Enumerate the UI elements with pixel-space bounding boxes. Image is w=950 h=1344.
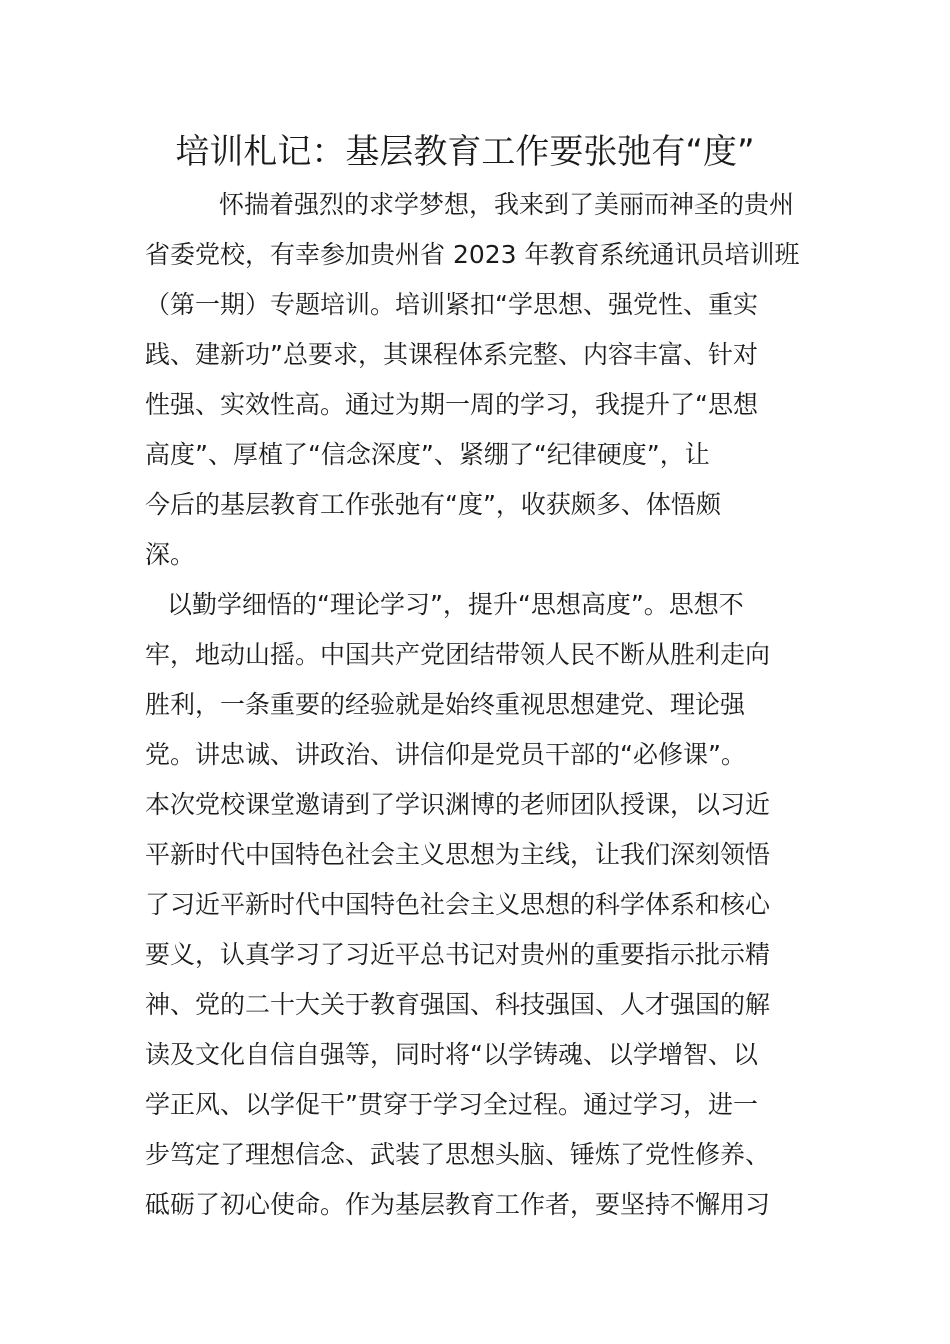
paragraph-line: 深。 bbox=[145, 540, 196, 569]
paragraph-line: 平新时代中国特色社会主义思想为主线，让我们深刻领悟 bbox=[145, 840, 771, 869]
paragraph-line: 读及文化自信自强等，同时将“以学铸魂、以学增智、以 bbox=[145, 1040, 758, 1069]
paragraph-line: 砥砺了初心使命。作为基层教育工作者，要坚持不懈用习 bbox=[145, 1190, 771, 1219]
paragraph-line: 了习近平新时代中国特色社会主义思想的科学体系和核心 bbox=[145, 890, 771, 919]
paragraph-line: 省委党校，有幸参加贵州省 2023 年教育系统通讯员培训班 bbox=[145, 240, 800, 269]
paragraph-line: 本次党校课堂邀请到了学识渊博的老师团队授课，以习近 bbox=[145, 790, 771, 819]
paragraph-line: 学正风、以学促干”贯穿于学习全过程。通过学习，进一 bbox=[145, 1090, 758, 1119]
paragraph-line: 要义，认真学习了习近平总书记对贵州的重要指示批示精 bbox=[145, 940, 771, 969]
paragraph-line: 党。讲忠诚、讲政治、讲信仰是党员干部的“必修课”。 bbox=[145, 740, 746, 769]
document-title: 培训札记：基层教育工作要张弛有“度” bbox=[175, 132, 755, 172]
paragraph-line: 以勤学细悟的“理论学习”，提升“思想高度”。思想不 bbox=[167, 590, 744, 619]
paragraph-line: 今后的基层教育工作张弛有“度”，收获颇多、体悟颇 bbox=[145, 490, 721, 519]
paragraph-line: （第一期）专题培训。培训紧扣“学思想、强党性、重实 bbox=[145, 290, 758, 319]
paragraph-line: 神、党的二十大关于教育强国、科技强国、人才强国的解 bbox=[145, 990, 771, 1019]
document-body bbox=[145, 180, 815, 1230]
paragraph-line: 性强、实效性高。通过为期一周的学习，我提升了“思想 bbox=[145, 390, 758, 419]
paragraph-line: 怀揣着强烈的求学梦想，我来到了美丽而神圣的贵州 bbox=[219, 190, 795, 219]
paragraph-line: 践、建新功”总要求，其课程体系完整、内容丰富、针对 bbox=[145, 340, 758, 369]
paragraph-line: 高度”、厚植了“信念深度”、紧绷了“纪律硬度”，让 bbox=[145, 440, 710, 469]
paragraph-line: 胜利，一条重要的经验就是始终重视思想建党、理论强 bbox=[145, 690, 746, 719]
paragraph-line: 牢，地动山摇。中国共产党团结带领人民不断从胜利走向 bbox=[145, 640, 771, 669]
paragraph-line: 步笃定了理想信念、武装了思想头脑、锤炼了党性修养、 bbox=[145, 1140, 771, 1169]
